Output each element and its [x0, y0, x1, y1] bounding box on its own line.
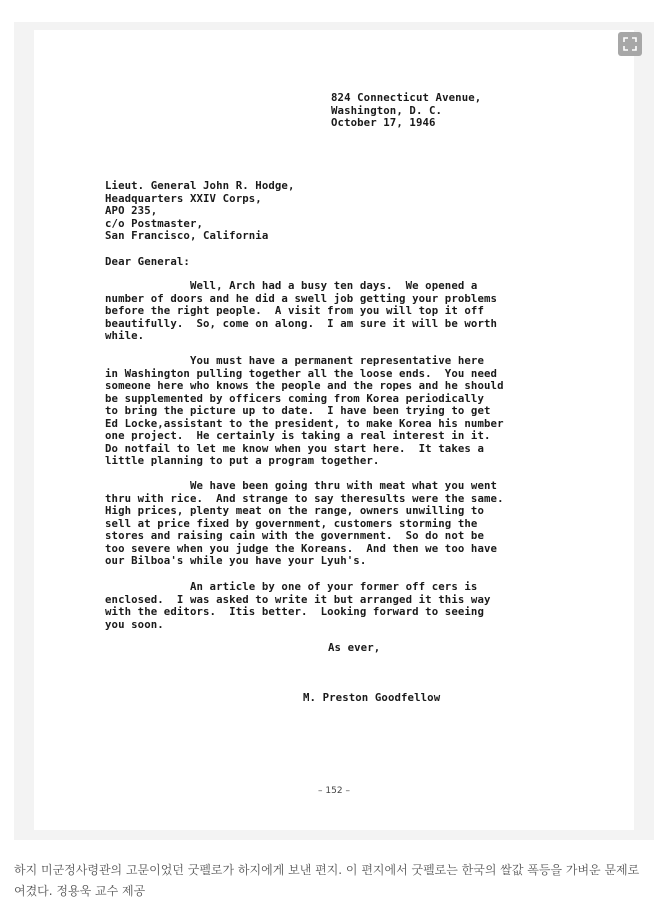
closing-text: As ever, [328, 641, 381, 654]
recipient-line: Lieut. General John R. Hodge, [105, 179, 295, 192]
paragraph-line: our Bilboa's while you have your Lyuh's. [105, 554, 367, 567]
letter-body [34, 30, 634, 830]
paragraph-line: someone here who knows the people and the ropes and he should [105, 379, 504, 392]
salutation [105, 256, 190, 269]
paragraph-4 [105, 581, 491, 631]
paragraph-3 [105, 480, 504, 568]
paragraph-line: We have been going thru with meat what you went [105, 479, 498, 492]
return-address [331, 92, 481, 130]
return-address-line: 824 Connecticut Avenue, [331, 91, 482, 104]
paragraph-line: with the editors. Itis better. Looking forward to seeing [105, 605, 484, 618]
paragraph-line: while. [105, 329, 145, 342]
paragraph-line: High prices, plenty meat on the range, owners unwilling to [105, 504, 484, 517]
paragraph-line: An article by one of your former off cers is [105, 580, 478, 593]
page-number: – 152 – [318, 786, 350, 796]
recipient-line: San Francisco, California [105, 229, 269, 242]
image-caption: 하지 미군정사령관의 고문이었던 굿펠로가 하지에게 보낸 편지. 이 편지에서 굿펠로는 한국의 쌀값 폭등을 가벼운 문제로 여겼다. 정용욱 교수 제공 [14, 863, 640, 898]
expand-icon [623, 37, 637, 51]
letter-page [34, 30, 634, 830]
paragraph-line: beautifully. So, come on along. I am sure it will be worth [105, 316, 498, 330]
recipient-line: APO 235, [105, 204, 158, 217]
paragraph-line: be supplemented by officers coming from Korea periodically [105, 391, 484, 405]
paragraph-line: before the right people. A visit from you will top it off [105, 304, 484, 317]
paragraph-line: sell at price fixed by government, customers storming the [105, 516, 478, 530]
recipient-line: Headquarters XXIV Corps, [105, 191, 262, 205]
paragraph-line: You must have a permanent representative here [105, 354, 484, 367]
paragraph-line: thru with rice. And strange to say theresults were the same. [105, 491, 504, 505]
paragraph-line: Well, Arch had a busy ten days. We opened a [105, 279, 478, 292]
paragraph-line: Ed Locke,assistant to the president, to make Korea his number [105, 416, 504, 430]
signature-text: M. Preston Goodfellow [303, 691, 441, 704]
paragraph-line: in Washington pulling together all the loose ends. You need [105, 366, 498, 380]
signature-name [303, 692, 440, 705]
paragraph-line: number of doors and he did a swell job getting your problems [105, 291, 498, 305]
return-address-line: Washington, D. C. [331, 103, 443, 117]
paragraph-line: Do notfail to let me know when you start here. It takes a [105, 441, 484, 455]
paragraph-line: stores and raising cain with the government. So do not be [105, 529, 484, 542]
letter-date: October 17, 1946 [331, 116, 436, 129]
recipient-address [105, 180, 295, 243]
paragraph-line: you soon. [105, 617, 164, 631]
paragraph-line: too severe when you judge the Koreans. And then we too have [105, 541, 498, 555]
paragraph-2 [105, 355, 504, 468]
recipient-line: c/o Postmaster, [105, 216, 204, 230]
paragraph-line: one project. He certainly is taking a real interest in it. [105, 429, 491, 442]
paragraph-line: enclosed. I was asked to write it but arranged it this way [105, 592, 491, 606]
closing [328, 642, 380, 655]
expand-image-button[interactable] [618, 32, 642, 56]
salutation-text: Dear General: [105, 255, 190, 268]
letter-image [14, 22, 654, 840]
paragraph-line: little planning to put a program together. [105, 454, 380, 467]
paragraph-line: to bring the picture up to date. I have been trying to get [105, 404, 491, 417]
paragraph-1 [105, 280, 497, 343]
